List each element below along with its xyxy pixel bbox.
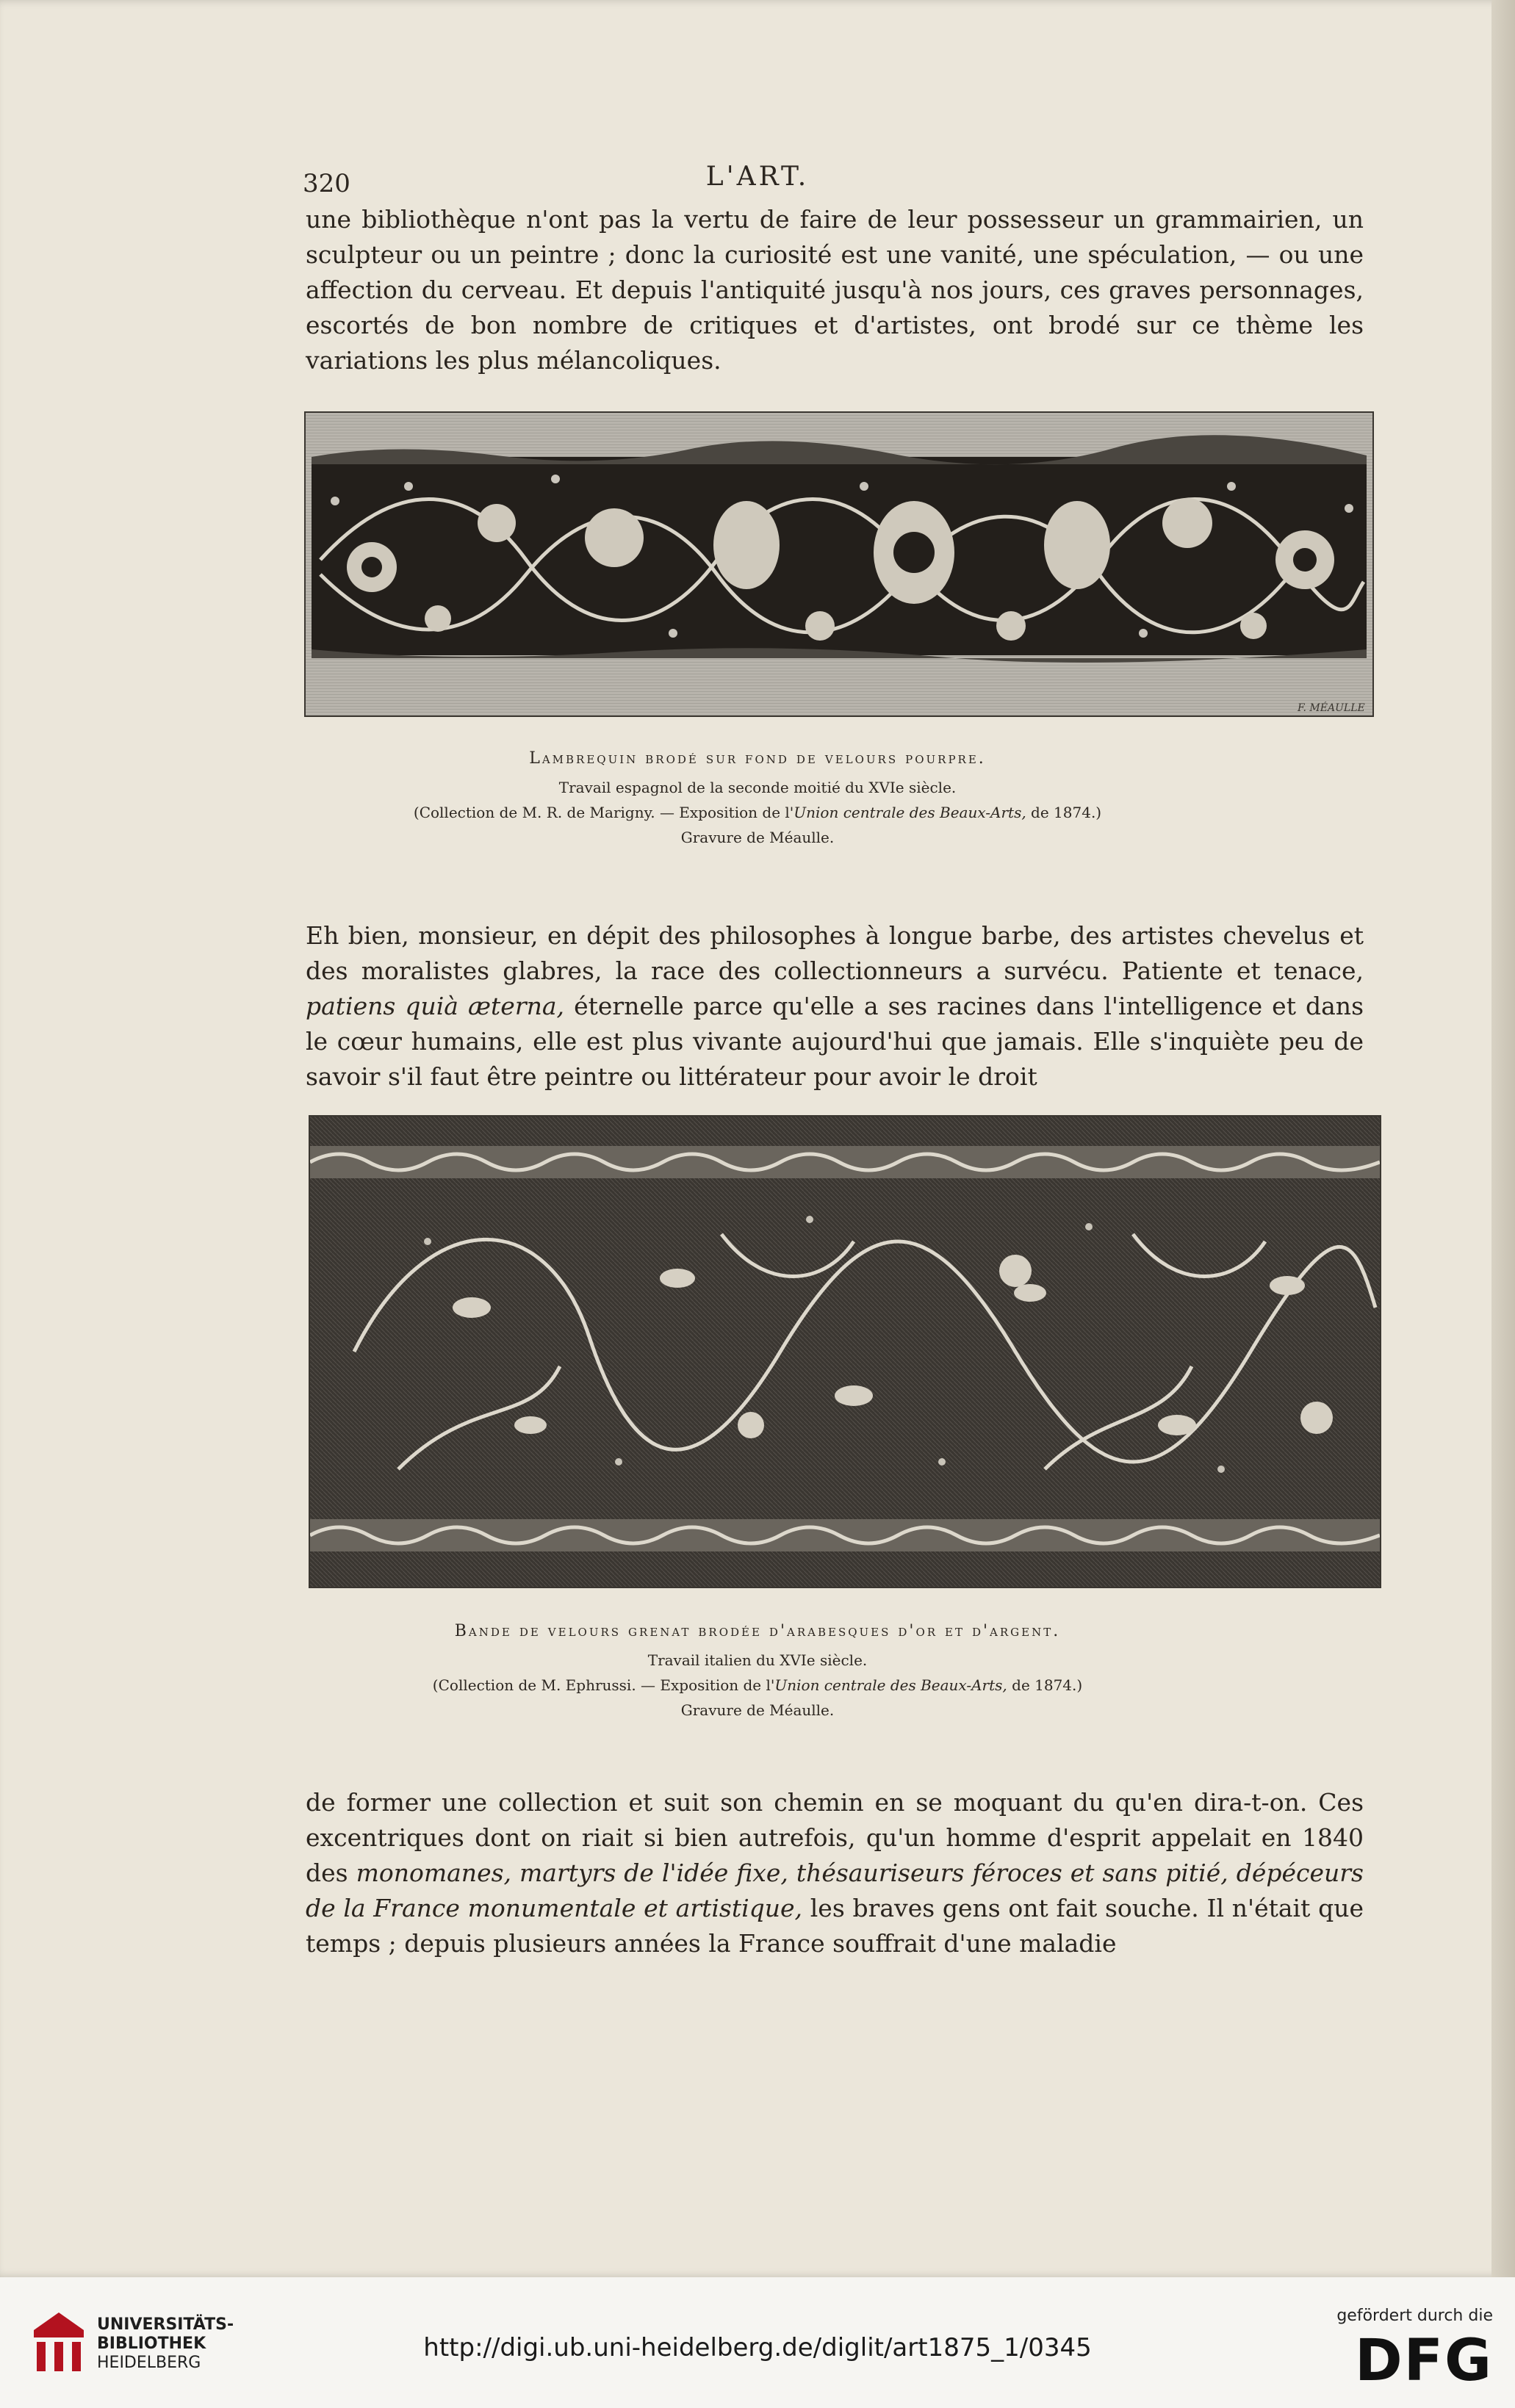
figure-1-collection-b: de 1874.) [1026,804,1102,821]
digitization-footer [0,2277,1515,2408]
lambrequin-illustration [306,413,1372,715]
figure-1-caption [0,749,1515,850]
figure-1-collection [0,800,1515,825]
figure-1-collection-a: (Collection de M. R. de Marigny. — Exposition de l' [413,804,794,821]
library-name-line-2: BIBLIOTHEK [97,2335,206,2353]
paragraph-2-text [306,918,1364,1095]
velvet-band-illustration [310,1117,1380,1587]
figure-1-origin: Travail espagnol de la seconde moitié du XVIe siècle. [558,779,957,796]
paragraph-2-part-2: éternelle parce qu'elle a ses racines dans l'intelligence et dans le cœur humains, elle est plus vivante aujourd'hui que jamais. Elle s'inquiète peu de savoir s'il faut être peintre ou littérateur pour avoir le droit [306,992,1364,1091]
dfg-logo: DFG [1354,2328,1493,2394]
running-title: L'ART. [705,162,810,192]
paragraph-2-italic: patiens quià æterna, [306,992,565,1020]
paragraph-3 [306,1785,1364,1961]
figure-1-credit: Gravure de Méaulle. [680,829,835,846]
paragraph-1 [306,202,1364,378]
figure-2-caption [0,1622,1515,1723]
paragraph-2-part-1: Eh bien, monsieur, en dépit des philosophes à longue barbe, des artistes chevelus et des moralistes glabres, la race des collectionneurs a survécu. Patiente et tenace, [306,921,1364,985]
paragraph-3-text [306,1785,1364,1961]
figure-1-collection-italic: Union centrale des Beaux-Arts, [794,804,1026,821]
figure-2-collection [0,1673,1515,1698]
library-name-line-1: UNIVERSITÄTS- [97,2315,234,2334]
permalink-url[interactable]: http://digi.ub.uni-heidelberg.de/diglit/art1875_1/0345 [423,2333,1092,2362]
page-number: 320 [303,169,350,198]
figure-2-credit: Gravure de Méaulle. [680,1701,835,1719]
figure-2-title: Bande de velours grenat brodée d'arabesques d'or et d'argent. [454,1622,1061,1640]
figure-2-collection-b: de 1874.) [1007,1676,1083,1694]
lambrequin-engraving [304,411,1374,717]
figure-2-collection-a: (Collection de M. Ephrussi. — Exposition de l' [432,1676,775,1694]
velvet-band-engraving [309,1115,1381,1588]
paragraph-2 [306,918,1364,1095]
paragraph-1-text: une bibliothèque n'ont pas la vertu de faire de leur possesseur un grammairien, un sculpteur ou un peintre ; donc la curiosité est une vanité, une spéculation, — ou une affection du cerveau. Et depuis l'antiquité jusqu'à nos jours, ces graves personnages, escortés de bon nombre de critiques et d'artistes, ont brodé sur ce thème les variations les plus mélancoliques. [306,205,1364,375]
paragraph-3-part-2: les braves gens ont fait souche. Il n'était que temps ; depuis plusieurs années la France souffrait d'une maladie [306,1894,1364,1958]
page-edge [1491,0,1515,2277]
figure-2-origin: Travail italien du XVIe siècle. [647,1651,868,1669]
paragraph-3-italic: monomanes, martyrs de l'idée fixe, thésauriseurs féroces et sans pitié, dépéceurs de la France monumentale et artistique, [306,1859,1364,1922]
library-name-line-3: HEIDELBERG [97,2354,201,2372]
engraver-signature: F. MÉAULLE [1298,702,1365,714]
paragraph-3-part-1: de former une collection et suit son chemin en se moquant du qu'en dira-t-on. Ces excentriques dont on riait si bien autrefois, qu'un homme d'esprit appelait en 1840 des [306,1788,1364,1887]
funding-note: gefördert durch die [1336,2307,1493,2325]
figure-1-title: Lambrequin brodé sur fond de velours pourpre. [529,749,986,768]
figure-2-collection-italic: Union centrale des Beaux-Arts, [774,1676,1007,1694]
